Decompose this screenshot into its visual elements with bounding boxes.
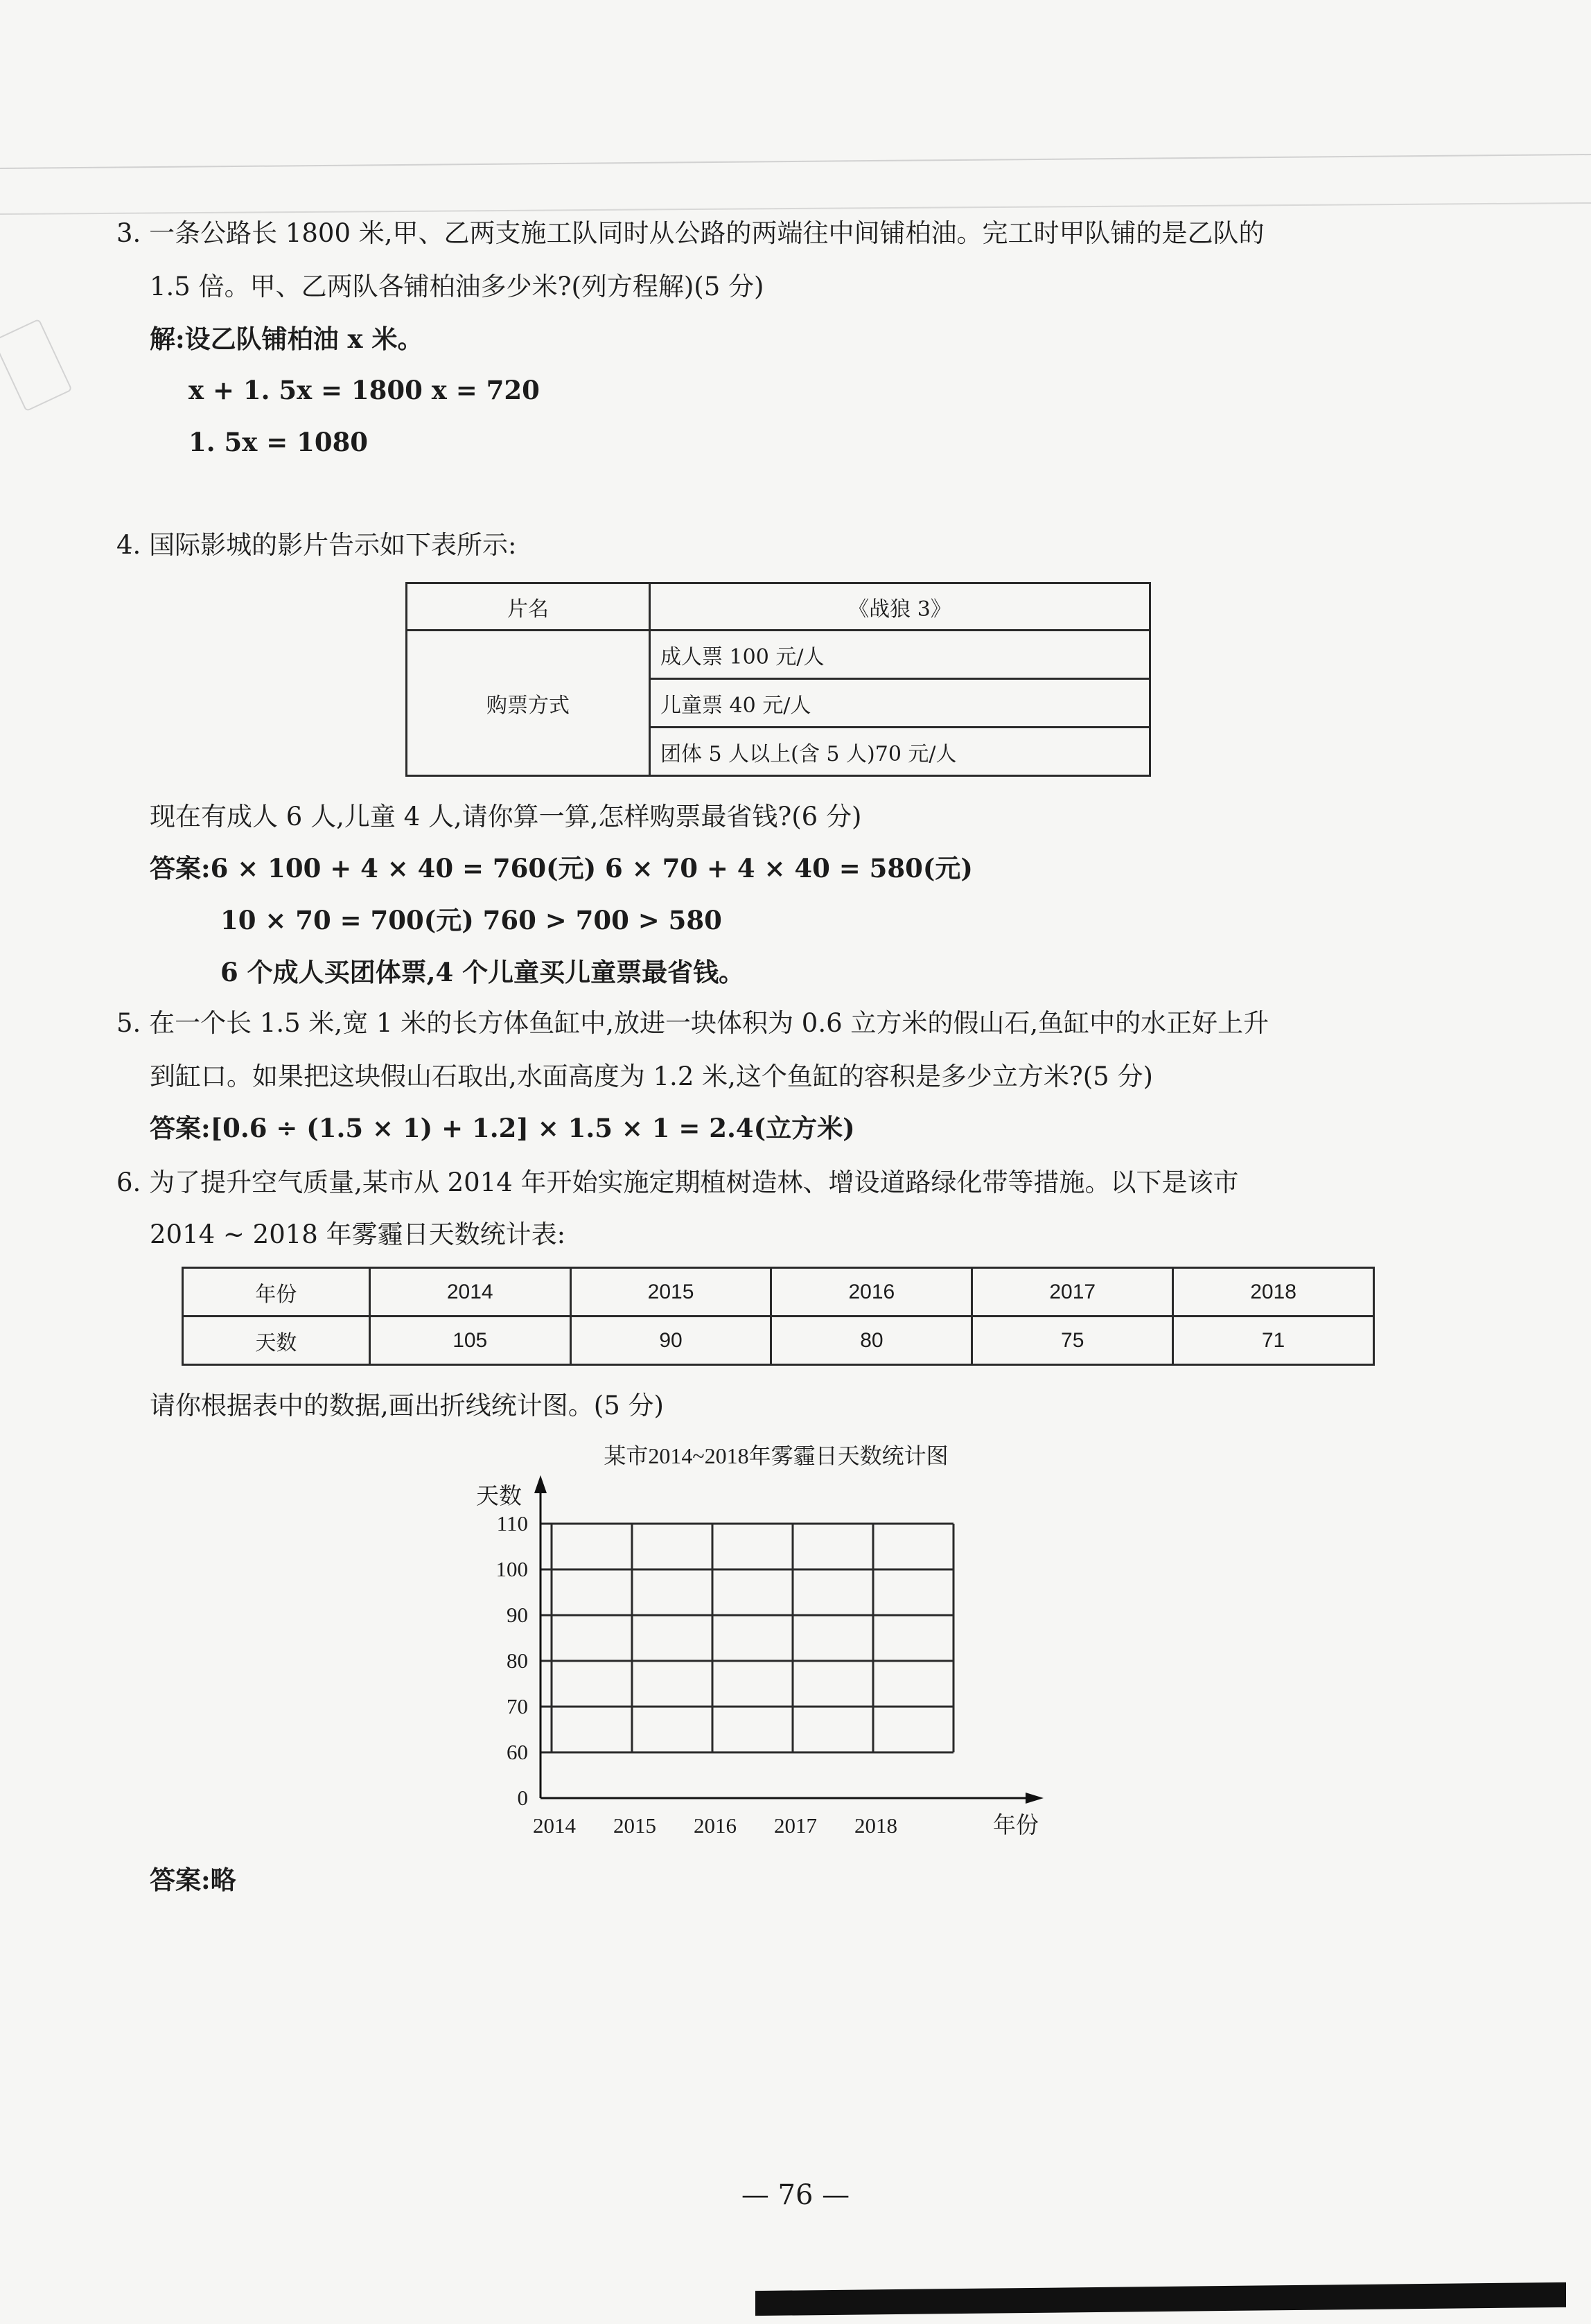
- q3-line2: 1.5 倍。甲、乙两队各铺柏油多少米?(列方程解)(5 分): [150, 272, 764, 301]
- y-tick-label: 80: [507, 1648, 528, 1673]
- q3-solution-3: 1. 5x = 1080: [188, 427, 369, 457]
- y-tick-label: 110: [496, 1511, 528, 1535]
- ticket-movie-title: 《战狼 3》: [650, 583, 1150, 631]
- y-axis-arrow: [534, 1475, 547, 1493]
- page-number: — 76 —: [741, 2179, 850, 2211]
- ticket-header-buy: 购票方式: [407, 631, 650, 776]
- ticket-table: [405, 582, 1151, 777]
- y-tick-label: 60: [507, 1740, 528, 1764]
- ticket-header-name: 片名: [407, 583, 650, 631]
- q4-answer-3: 6 个成人买团体票,4 个儿童买儿童票最省钱。: [220, 957, 745, 987]
- smog-table-cell: 105: [369, 1317, 570, 1365]
- q6-answer: 答案:略: [150, 1865, 236, 1895]
- smog-table-cell: 75: [972, 1317, 1173, 1365]
- q4-question: 现在有成人 6 人,儿童 4 人,请你算一算,怎样购票最省钱?(6 分): [150, 802, 862, 831]
- x-axis-label: 年份: [993, 1813, 1039, 1838]
- ticket-option-group: 团体 5 人以上(含 5 人)70 元/人: [650, 728, 1150, 776]
- smog-table-cell: 2014: [369, 1268, 570, 1317]
- q6-line2: 2014 ~ 2018 年雾霾日天数统计表:: [150, 1220, 566, 1249]
- x-tick-label: 2017: [774, 1813, 817, 1838]
- y-axis-label: 天数: [476, 1484, 522, 1509]
- smog-table-cell: 2018: [1173, 1268, 1374, 1317]
- x-tick-label: 2018: [854, 1813, 897, 1838]
- y-tick-label: 70: [507, 1694, 528, 1718]
- smog-table-cell: 71: [1173, 1317, 1374, 1365]
- q5-answer: 答案:[0.6 ÷ (1.5 × 1) + 1.2] × 1.5 × 1 = 2.4(立方米): [150, 1113, 855, 1143]
- x-tick-label: 2016: [694, 1813, 737, 1838]
- q3-line1: 3. 一条公路长 1800 米,甲、乙两支施工队同时从公路的两端往中间铺柏油。完工时甲队铺的是乙队的: [116, 218, 1265, 248]
- smog-table-cell: 2017: [972, 1268, 1173, 1317]
- q6-line1: 6. 为了提升空气质量,某市从 2014 年开始实施定期植树造林、增设道路绿化带等措施。以下是该市: [116, 1168, 1239, 1197]
- smog-days-table: [182, 1267, 1375, 1366]
- watermark-stamp: [0, 319, 73, 412]
- q4-answer-2: 10 × 70 = 700(元) 760 > 700 > 580: [220, 905, 722, 935]
- q4-answer-1: 答案:6 × 100 + 4 × 40 = 760(元) 6 × 70 + 4 × 40 = 580(元): [150, 853, 973, 883]
- q4-intro: 4. 国际影城的影片告示如下表所示:: [116, 530, 517, 560]
- ticket-option-child: 儿童票 40 元/人: [650, 679, 1150, 728]
- y-tick-label: 0: [517, 1786, 528, 1810]
- q5-line2: 到缸口。如果把这块假山石取出,水面高度为 1.2 米,这个鱼缸的容积是多少立方米?(5 分): [150, 1062, 1153, 1091]
- q3-solution-1: 解:设乙队铺柏油 x 米。: [150, 324, 423, 354]
- x-tick-label: 2015: [613, 1813, 656, 1838]
- smog-table-cell: 80: [771, 1317, 972, 1365]
- scan-edge-bar: [755, 2282, 1566, 2316]
- x-axis-arrow: [1026, 1793, 1044, 1804]
- line-chart: [430, 1427, 1123, 1857]
- x-tick-label: 2014: [533, 1813, 576, 1838]
- smog-table-cell: 2016: [771, 1268, 972, 1317]
- smog-table-cell: 90: [570, 1317, 771, 1365]
- smog-table-year-label: 年份: [183, 1268, 370, 1317]
- smog-table-cell: 2015: [570, 1268, 771, 1317]
- q5-line1: 5. 在一个长 1.5 米,宽 1 米的长方体鱼缸中,放进一块体积为 0.6 立方米的假山石,鱼缸中的水正好上升: [116, 1008, 1269, 1038]
- y-tick-label: 90: [507, 1603, 528, 1627]
- ticket-option-adult: 成人票 100 元/人: [650, 631, 1150, 679]
- y-tick-label: 100: [495, 1557, 528, 1581]
- smog-table-days-label: 天数: [183, 1317, 370, 1365]
- q3-solution-2: x + 1. 5x = 1800 x = 720: [188, 375, 540, 405]
- chart-title: 某市2014~2018年雾霾日天数统计图: [604, 1443, 949, 1468]
- q6-instruction: 请你根据表中的数据,画出折线统计图。(5 分): [150, 1391, 664, 1420]
